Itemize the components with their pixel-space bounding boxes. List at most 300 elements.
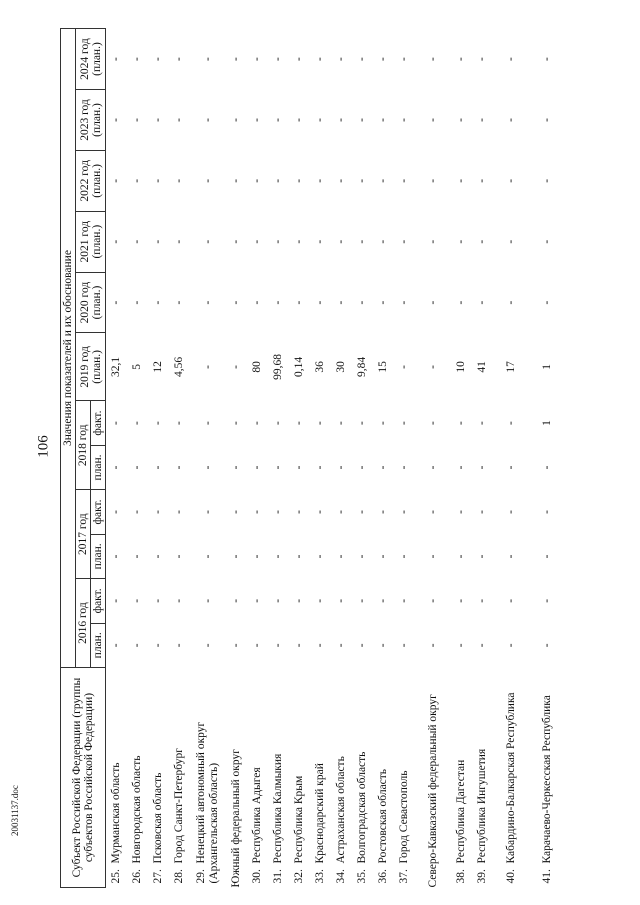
- value-cell: -: [314, 118, 326, 122]
- subject-name: Новгородская область: [131, 755, 143, 864]
- value-cell: -: [356, 598, 368, 603]
- row-number: 37.: [398, 869, 410, 884]
- value-cell: -: [110, 57, 122, 61]
- value-cell: 1: [540, 364, 553, 370]
- row-number: 32.: [293, 869, 305, 884]
- value-cell: -: [335, 465, 347, 470]
- rotated-table-container: [60, 28, 610, 888]
- value-cell: -: [173, 421, 185, 425]
- subject-name: Краснодарский край: [314, 763, 326, 864]
- value-cell: -: [476, 178, 488, 183]
- table-row: [394, 29, 415, 888]
- table-row: [310, 29, 331, 888]
- plan-subheader: план.: [91, 623, 106, 667]
- value-cell: -: [152, 465, 164, 470]
- value-cell: -: [173, 465, 185, 470]
- value-cell: -: [377, 178, 389, 183]
- value-cell: -: [455, 178, 467, 183]
- value-cell: -: [230, 510, 242, 514]
- value-cell: -: [476, 598, 488, 603]
- value-cell: -: [110, 178, 122, 183]
- value-cell: -: [504, 554, 517, 559]
- value-cell: -: [314, 643, 326, 648]
- value-cell: -: [356, 300, 368, 305]
- value-cell: -: [540, 643, 553, 648]
- value-cell: -: [426, 300, 439, 305]
- row-number: 39.: [476, 869, 488, 884]
- subject-cell: [148, 668, 169, 888]
- value-cell: -: [251, 643, 263, 648]
- subject-name: Город Севастополь: [398, 770, 410, 864]
- subject-name: Северо-Кавказский федеральный округ: [426, 694, 439, 888]
- fact-subheader: факт.: [91, 401, 106, 445]
- plan-subheader: план.: [91, 445, 106, 489]
- subject-cell: [451, 668, 472, 888]
- value-cell: -: [476, 510, 488, 514]
- value-cell: -: [314, 421, 326, 425]
- value-cell: -: [398, 57, 410, 61]
- table-row: [247, 29, 268, 888]
- subject-cell: [493, 668, 529, 888]
- value-cell: -: [335, 239, 347, 244]
- value-cell: -: [504, 239, 517, 244]
- value-cell: -: [110, 118, 122, 122]
- value-cell: 5: [131, 364, 143, 370]
- value-cell: -: [398, 643, 410, 648]
- value-cell: 32,1: [110, 356, 122, 377]
- value-cell: -: [201, 421, 214, 425]
- value-cell: 1: [540, 420, 553, 426]
- value-cell: -: [201, 598, 214, 603]
- row-number: 35.: [356, 869, 368, 884]
- value-cell: -: [152, 239, 164, 244]
- value-cell: -: [272, 598, 284, 603]
- value-cell: 99,68: [272, 353, 284, 380]
- value-cell: -: [272, 118, 284, 122]
- value-cell: -: [152, 598, 164, 603]
- value-cell: -: [272, 510, 284, 514]
- value-cell: -: [314, 239, 326, 244]
- value-cell: -: [426, 421, 439, 425]
- subject-cell: [394, 668, 415, 888]
- subject-cell: [190, 668, 226, 888]
- values-group-header: Значения показателей и их обоснование: [61, 29, 76, 668]
- year-header: 2018 год: [76, 401, 91, 490]
- value-cell: -: [335, 118, 347, 122]
- value-cell: -: [540, 598, 553, 603]
- row-number: 34.: [335, 869, 347, 884]
- value-cell: -: [314, 465, 326, 470]
- table-row: [106, 29, 128, 888]
- page-number: 106: [35, 435, 52, 458]
- value-cell: -: [201, 554, 214, 559]
- value-cell: -: [230, 554, 242, 559]
- year-header: 2017 год: [76, 490, 91, 579]
- value-cell: -: [314, 57, 326, 61]
- subject-cell: [415, 668, 451, 888]
- value-cell: -: [476, 465, 488, 470]
- value-cell: -: [152, 300, 164, 305]
- table-row: [331, 29, 352, 888]
- row-number: 29.: [195, 869, 207, 884]
- value-cell: -: [426, 465, 439, 470]
- value-cell: -: [152, 57, 164, 61]
- value-cell: -: [377, 465, 389, 470]
- value-cell: -: [426, 239, 439, 244]
- value-cell: -: [230, 598, 242, 603]
- row-number: 33.: [314, 869, 326, 884]
- table-row: [268, 29, 289, 888]
- value-cell: -: [504, 178, 517, 183]
- value-cell: -: [377, 421, 389, 425]
- table-row: [289, 29, 310, 888]
- value-cell: -: [293, 57, 305, 61]
- value-cell: -: [356, 554, 368, 559]
- value-cell: 17: [504, 361, 517, 373]
- value-cell: -: [356, 178, 368, 183]
- row-number: 25.: [110, 869, 122, 884]
- value-cell: 12: [152, 361, 164, 373]
- value-cell: -: [356, 118, 368, 122]
- value-cell: -: [398, 300, 410, 305]
- value-cell: -: [476, 643, 488, 648]
- subject-cell: [268, 668, 289, 888]
- table-body: [106, 29, 566, 888]
- value-cell: -: [540, 57, 553, 61]
- value-cell: -: [540, 554, 553, 559]
- value-cell: -: [272, 554, 284, 559]
- value-cell: -: [293, 510, 305, 514]
- value-cell: -: [152, 421, 164, 425]
- fact-subheader: факт.: [91, 579, 106, 623]
- value-cell: -: [540, 300, 553, 305]
- row-number: 28.: [173, 869, 185, 884]
- value-cell: -: [504, 598, 517, 603]
- value-cell: 0,14: [293, 356, 305, 377]
- value-cell: -: [131, 118, 143, 122]
- subject-name: Кабардино-Балкарская Республика: [504, 692, 517, 864]
- value-cell: -: [540, 510, 553, 514]
- value-cell: -: [476, 118, 488, 122]
- row-number: 26.: [131, 869, 143, 884]
- table-row: [169, 29, 190, 888]
- value-cell: -: [377, 598, 389, 603]
- value-cell: -: [335, 554, 347, 559]
- subject-name: Волгоградская область: [356, 751, 368, 864]
- plan-year-header: 2021 год (план.): [76, 211, 106, 272]
- subject-cell: [331, 668, 352, 888]
- value-cell: -: [201, 178, 214, 183]
- value-cell: -: [293, 118, 305, 122]
- plan-year-header: 2024 год (план.): [76, 29, 106, 90]
- table-row: [472, 29, 493, 888]
- value-cell: 10: [455, 361, 467, 373]
- value-cell: -: [251, 598, 263, 603]
- value-cell: -: [251, 118, 263, 122]
- value-cell: -: [377, 300, 389, 305]
- value-cell: -: [377, 57, 389, 61]
- value-cell: -: [398, 364, 410, 369]
- value-cell: -: [335, 300, 347, 305]
- value-cell: -: [398, 510, 410, 514]
- value-cell: -: [251, 554, 263, 559]
- value-cell: -: [251, 465, 263, 470]
- value-cell: -: [230, 421, 242, 425]
- value-cell: -: [110, 465, 122, 470]
- value-cell: -: [293, 598, 305, 603]
- value-cell: -: [131, 239, 143, 244]
- subject-cell: [373, 668, 394, 888]
- value-cell: -: [314, 510, 326, 514]
- value-cell: -: [230, 364, 242, 369]
- value-cell: -: [152, 178, 164, 183]
- value-cell: -: [504, 57, 517, 61]
- year-header: 2016 год: [76, 579, 91, 668]
- subject-cell: [472, 668, 493, 888]
- value-cell: -: [230, 239, 242, 244]
- subject-name: Республика Дагестан: [455, 759, 467, 864]
- value-cell: -: [173, 554, 185, 559]
- subject-name: Южный федеральный округ: [230, 749, 242, 888]
- value-cell: -: [377, 239, 389, 244]
- value-cell: -: [476, 554, 488, 559]
- value-cell: -: [540, 239, 553, 244]
- value-cell: -: [504, 643, 517, 648]
- value-cell: -: [251, 239, 263, 244]
- value-cell: -: [293, 300, 305, 305]
- value-cell: -: [152, 643, 164, 648]
- subject-cell: [169, 668, 190, 888]
- subject-name: Мурманская область: [110, 762, 122, 864]
- row-number: 40.: [504, 869, 517, 884]
- row-number: 36.: [377, 869, 389, 884]
- value-cell: -: [455, 598, 467, 603]
- subject-name: Республика Адыгея: [251, 767, 263, 864]
- table-row: [415, 29, 451, 888]
- value-cell: 9,84: [356, 356, 368, 377]
- value-cell: -: [426, 57, 439, 61]
- value-cell: -: [152, 510, 164, 514]
- value-cell: -: [173, 510, 185, 514]
- table-row: [451, 29, 472, 888]
- value-cell: -: [131, 57, 143, 61]
- value-cell: -: [356, 465, 368, 470]
- value-cell: -: [131, 598, 143, 603]
- value-cell: -: [272, 239, 284, 244]
- value-cell: -: [455, 300, 467, 305]
- value-cell: -: [230, 118, 242, 122]
- table-row: [148, 29, 169, 888]
- table-row: [127, 29, 148, 888]
- value-cell: -: [398, 465, 410, 470]
- value-cell: -: [272, 57, 284, 61]
- value-cell: -: [201, 510, 214, 514]
- value-cell: -: [293, 421, 305, 425]
- value-cell: -: [398, 554, 410, 559]
- value-cell: -: [426, 118, 439, 122]
- subject-cell: [106, 668, 128, 888]
- value-cell: -: [426, 178, 439, 183]
- value-cell: -: [455, 239, 467, 244]
- subject-name: Республика Крым: [293, 775, 305, 864]
- value-cell: -: [173, 178, 185, 183]
- fact-subheader: факт.: [91, 490, 106, 534]
- subject-name: Республика Калмыкия: [272, 753, 284, 864]
- value-cell: -: [201, 239, 214, 244]
- table-row: [373, 29, 394, 888]
- value-cell: -: [476, 239, 488, 244]
- value-cell: -: [230, 465, 242, 470]
- plan-year-header: 2022 год (план.): [76, 150, 106, 211]
- value-cell: -: [426, 364, 439, 369]
- value-cell: -: [230, 178, 242, 183]
- table-row: [529, 29, 565, 888]
- value-cell: -: [110, 300, 122, 305]
- value-cell: -: [398, 178, 410, 183]
- value-cell: -: [131, 510, 143, 514]
- value-cell: -: [377, 510, 389, 514]
- value-cell: -: [201, 300, 214, 305]
- subject-name: Карачаево-Черкесская Республика: [540, 695, 553, 864]
- value-cell: -: [110, 510, 122, 514]
- value-cell: -: [251, 300, 263, 305]
- value-cell: -: [476, 57, 488, 61]
- value-cell: -: [293, 554, 305, 559]
- plan-year-header: 2019 год (план.): [76, 333, 106, 401]
- value-cell: -: [152, 554, 164, 559]
- value-cell: -: [110, 643, 122, 648]
- value-cell: -: [455, 554, 467, 559]
- value-cell: -: [377, 554, 389, 559]
- value-cell: -: [455, 421, 467, 425]
- value-cell: 4,56: [173, 356, 185, 377]
- value-cell: -: [335, 178, 347, 183]
- subject-name: Ненецкий автономный округ (Архангельская область): [195, 721, 220, 884]
- value-cell: -: [504, 510, 517, 514]
- value-cell: -: [398, 118, 410, 122]
- table-row: [493, 29, 529, 888]
- subject-cell: [247, 668, 268, 888]
- document-footer: 20031137.doc: [10, 785, 20, 836]
- value-cell: -: [131, 643, 143, 648]
- value-cell: -: [455, 118, 467, 122]
- value-cell: -: [540, 178, 553, 183]
- subject-cell: [226, 668, 247, 888]
- value-cell: -: [356, 239, 368, 244]
- value-cell: -: [131, 300, 143, 305]
- value-cell: -: [398, 598, 410, 603]
- value-cell: -: [131, 554, 143, 559]
- value-cell: -: [272, 300, 284, 305]
- value-cell: -: [201, 465, 214, 470]
- value-cell: -: [426, 510, 439, 514]
- value-cell: -: [335, 57, 347, 61]
- subject-name: Псковская область: [152, 772, 164, 864]
- value-cell: -: [504, 118, 517, 122]
- value-cell: -: [426, 554, 439, 559]
- value-cell: -: [398, 421, 410, 425]
- value-cell: -: [201, 643, 214, 648]
- value-cell: -: [455, 465, 467, 470]
- value-cell: -: [131, 465, 143, 470]
- value-cell: -: [293, 643, 305, 648]
- value-cell: -: [251, 510, 263, 514]
- value-cell: 30: [335, 361, 347, 373]
- value-cell: -: [272, 465, 284, 470]
- value-cell: -: [251, 178, 263, 183]
- row-number: 30.: [251, 869, 263, 884]
- value-cell: -: [272, 643, 284, 648]
- table-row: [226, 29, 247, 888]
- value-cell: -: [110, 554, 122, 559]
- subject-name: Ростовская область: [377, 768, 389, 864]
- value-cell: -: [201, 364, 214, 369]
- subject-cell: [310, 668, 331, 888]
- value-cell: -: [293, 178, 305, 183]
- plan-year-header: 2023 год (план.): [76, 90, 106, 151]
- value-cell: 80: [251, 361, 263, 373]
- value-cell: -: [152, 118, 164, 122]
- value-cell: -: [377, 643, 389, 648]
- value-cell: -: [504, 421, 517, 425]
- value-cell: -: [426, 598, 439, 603]
- table-row: [352, 29, 373, 888]
- subject-name: Астраханская область: [335, 756, 347, 864]
- value-cell: 15: [377, 361, 389, 373]
- value-cell: -: [504, 300, 517, 305]
- row-number: 41.: [540, 869, 553, 884]
- value-cell: -: [335, 510, 347, 514]
- value-cell: -: [356, 643, 368, 648]
- value-cell: -: [110, 421, 122, 425]
- value-cell: -: [173, 643, 185, 648]
- plan-year-header: 2020 год (план.): [76, 272, 106, 333]
- value-cell: -: [426, 643, 439, 648]
- value-cell: -: [110, 598, 122, 603]
- value-cell: -: [356, 421, 368, 425]
- value-cell: -: [251, 57, 263, 61]
- value-cell: -: [272, 421, 284, 425]
- value-cell: -: [398, 239, 410, 244]
- subject-name: Город Санкт-Петербург: [173, 748, 185, 864]
- value-cell: -: [131, 421, 143, 425]
- value-cell: -: [201, 57, 214, 61]
- value-cell: -: [356, 510, 368, 514]
- value-cell: -: [314, 178, 326, 183]
- value-cell: -: [293, 465, 305, 470]
- subject-cell: [127, 668, 148, 888]
- value-cell: -: [335, 643, 347, 648]
- value-cell: -: [455, 643, 467, 648]
- value-cell: -: [293, 239, 305, 244]
- value-cell: -: [476, 421, 488, 425]
- value-cell: -: [272, 178, 284, 183]
- value-cell: -: [173, 57, 185, 61]
- value-cell: -: [314, 300, 326, 305]
- subject-name: Республика Ингушетия: [476, 748, 488, 864]
- value-cell: -: [173, 118, 185, 122]
- subject-cell: [529, 668, 565, 888]
- value-cell: -: [173, 239, 185, 244]
- value-cell: -: [335, 421, 347, 425]
- subject-cell: [289, 668, 310, 888]
- subject-header: Субъект Российской Федерации (группы субъектов Российской Федерации): [61, 668, 106, 888]
- value-cell: -: [230, 643, 242, 648]
- value-cell: -: [335, 598, 347, 603]
- value-cell: -: [377, 118, 389, 122]
- value-cell: 36: [314, 361, 326, 373]
- table-row: [190, 29, 226, 888]
